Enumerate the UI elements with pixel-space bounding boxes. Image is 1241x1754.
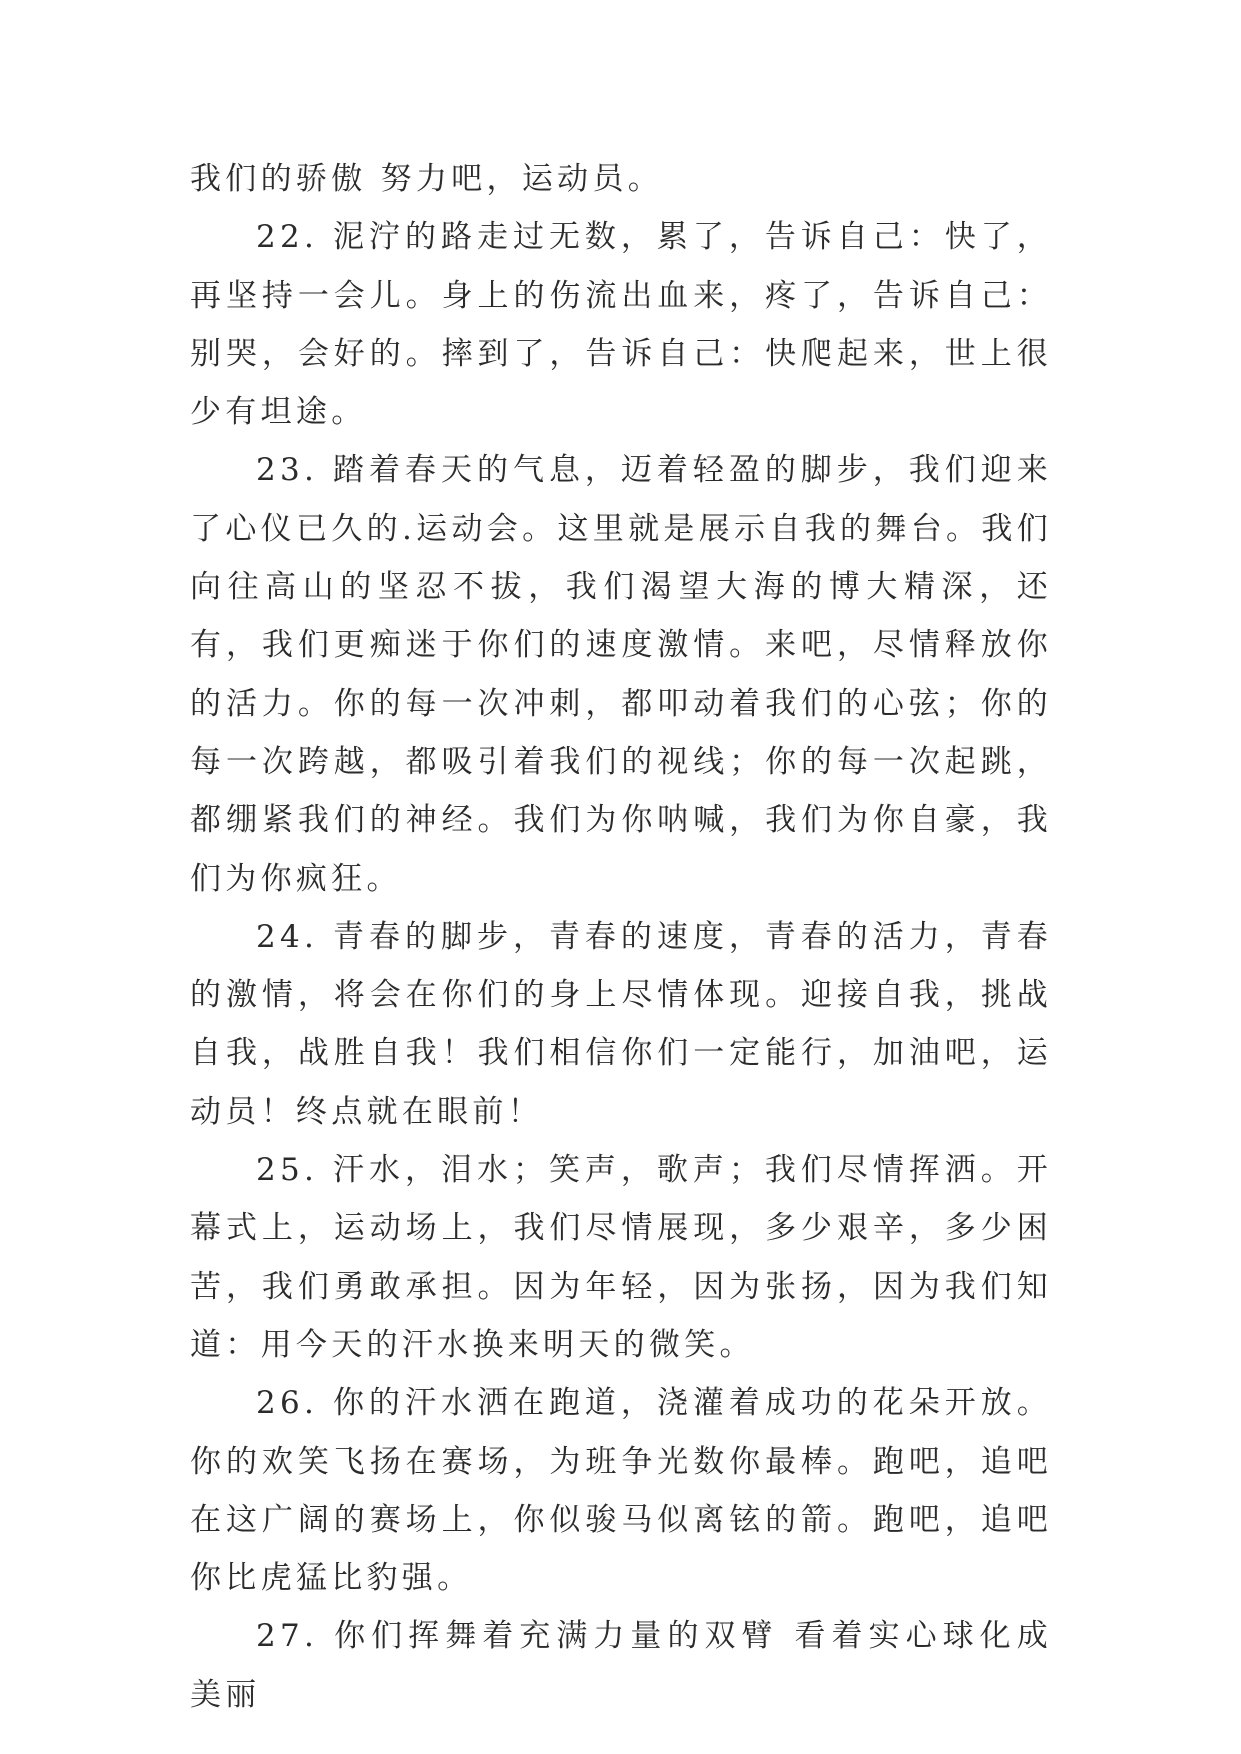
- paragraph-26: [190, 1374, 1052, 1607]
- paragraph-22: [190, 208, 1052, 441]
- paragraph-continuation: [190, 150, 1052, 208]
- body-text: [190, 150, 1052, 1724]
- paragraph-23: [190, 441, 1052, 907]
- paragraph-text: 汗水，泪水；笑声，歌声；我们尽情挥洒。开幕式上，运动场上，我们尽情展现，多少艰辛，多少困苦，我们勇敢承担。因为年轻，因为张扬，因为我们知道：用今天的汗水换来明天的微笑。: [190, 1152, 1053, 1363]
- paragraph-number: 27.: [256, 1618, 319, 1655]
- paragraph-text: 踏着春天的气息，迈着轻盈的脚步，我们迎来了心仪已久的.运动会。这里就是展示自我的舞台。我们向往高山的坚忍不拔，我们渴望大海的博大精深，还有，我们更痴迷于你们的速度激情。来吧，尽情释放你的活力。你的每一次冲刺，都叩动着我们的心弦；你的每一次跨越，都吸引着我们的视线；你的每一次起跳，都绷紧我们的神经。我们为你呐喊，我们为你自豪，我们为你疯狂。: [190, 452, 1053, 897]
- paragraph-24: [190, 908, 1052, 1141]
- paragraph-text: 泥泞的路走过无数，累了，告诉自己：快了，再坚持一会儿。身上的伤流出血来，疼了，告诉自己：别哭，会好的。摔到了，告诉自己：快爬起来，世上很少有坦途。: [190, 219, 1053, 431]
- paragraph-text: 青春的脚步，青春的速度，青春的活力，青春的激情，将会在你们的身上尽情体现。迎接自我，挑战自我，战胜自我！我们相信你们一定能行，加油吧，运动员！终点就在眼前！: [190, 918, 1053, 1130]
- paragraph-25: [190, 1141, 1052, 1374]
- paragraph-number: 25.: [256, 1152, 319, 1189]
- paragraph-number: 22.: [256, 219, 319, 256]
- paragraph-27: [190, 1607, 1052, 1724]
- paragraph-number: 23.: [256, 452, 319, 489]
- paragraph-number: 26.: [256, 1385, 319, 1422]
- paragraph-text: 你们挥舞着充满力量的双臂 看着实心球化成美丽: [190, 1618, 1053, 1713]
- paragraph-text: 我们的骄傲 努力吧，运动员。: [190, 161, 664, 197]
- paragraph-number: 24.: [256, 918, 319, 955]
- paragraph-text: 你的汗水洒在跑道，浇灌着成功的花朵开放。你的欢笑飞扬在赛场，为班争光数你最棒。跑吧，追吧 在这广阔的赛场上，你似骏马似离铉的箭。跑吧，追吧你比虎猛比豹强。: [190, 1385, 1053, 1597]
